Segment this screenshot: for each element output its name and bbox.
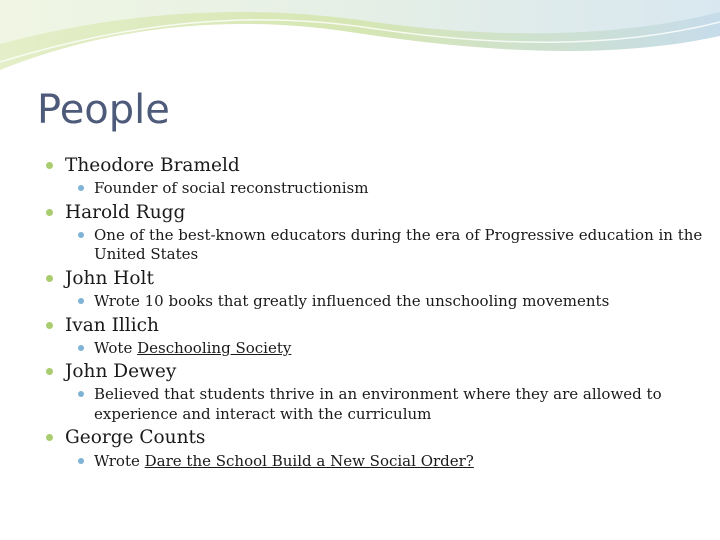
sub-item bbox=[76, 179, 704, 199]
book-title-link[interactable]: Deschooling Society bbox=[137, 338, 292, 357]
person-name: George Counts bbox=[65, 427, 206, 449]
bullet-dot-icon bbox=[46, 322, 53, 329]
slide-title: People bbox=[37, 87, 170, 133]
sub-item bbox=[76, 292, 704, 312]
bullet-list bbox=[44, 152, 704, 471]
person-detail bbox=[76, 385, 704, 424]
list-item bbox=[44, 315, 704, 359]
sub-item bbox=[76, 226, 704, 265]
bullet-dot-icon bbox=[46, 162, 53, 169]
person-name: Theodore Brameld bbox=[65, 155, 240, 176]
detail-text: Wrote bbox=[94, 451, 145, 470]
book-title-link[interactable]: Dare the School Build a New Social Order? bbox=[144, 451, 474, 470]
sub-item bbox=[76, 385, 704, 424]
person-name: John Holt bbox=[65, 267, 154, 289]
sub-item bbox=[76, 339, 704, 359]
detail-text: Believed that students thrive in an environment where they are allowed to experience and interact with the curriculum bbox=[94, 385, 662, 423]
detail-text: Wrote 10 books that greatly influenced the unschooling movements bbox=[94, 292, 610, 311]
list-item bbox=[44, 268, 704, 312]
person-detail bbox=[76, 179, 704, 199]
list-item bbox=[44, 155, 704, 199]
detail-text: Wote bbox=[94, 338, 138, 357]
list-item bbox=[44, 361, 704, 424]
detail-text: One of the best-known educators during the era of Progressive education in the United States bbox=[94, 225, 703, 264]
person-name: John Dewey bbox=[65, 361, 177, 383]
person-detail bbox=[76, 226, 704, 265]
header-swoosh-decoration bbox=[0, 0, 720, 90]
person-name: Harold Rugg bbox=[65, 201, 186, 223]
list-item bbox=[44, 427, 704, 471]
detail-text: Founder of social reconstructionism bbox=[94, 179, 369, 198]
person-name: Ivan Illich bbox=[65, 314, 159, 336]
person-detail bbox=[76, 452, 704, 472]
list-item bbox=[44, 202, 704, 265]
person-detail bbox=[76, 292, 704, 312]
person-detail bbox=[76, 339, 704, 359]
bullet-dot-icon bbox=[78, 345, 84, 351]
bullet-dot-icon bbox=[46, 209, 53, 216]
bullet-dot-icon bbox=[78, 232, 84, 238]
sub-item bbox=[76, 452, 704, 472]
bullet-dot-icon bbox=[46, 275, 53, 282]
bullet-dot-icon bbox=[78, 458, 84, 464]
